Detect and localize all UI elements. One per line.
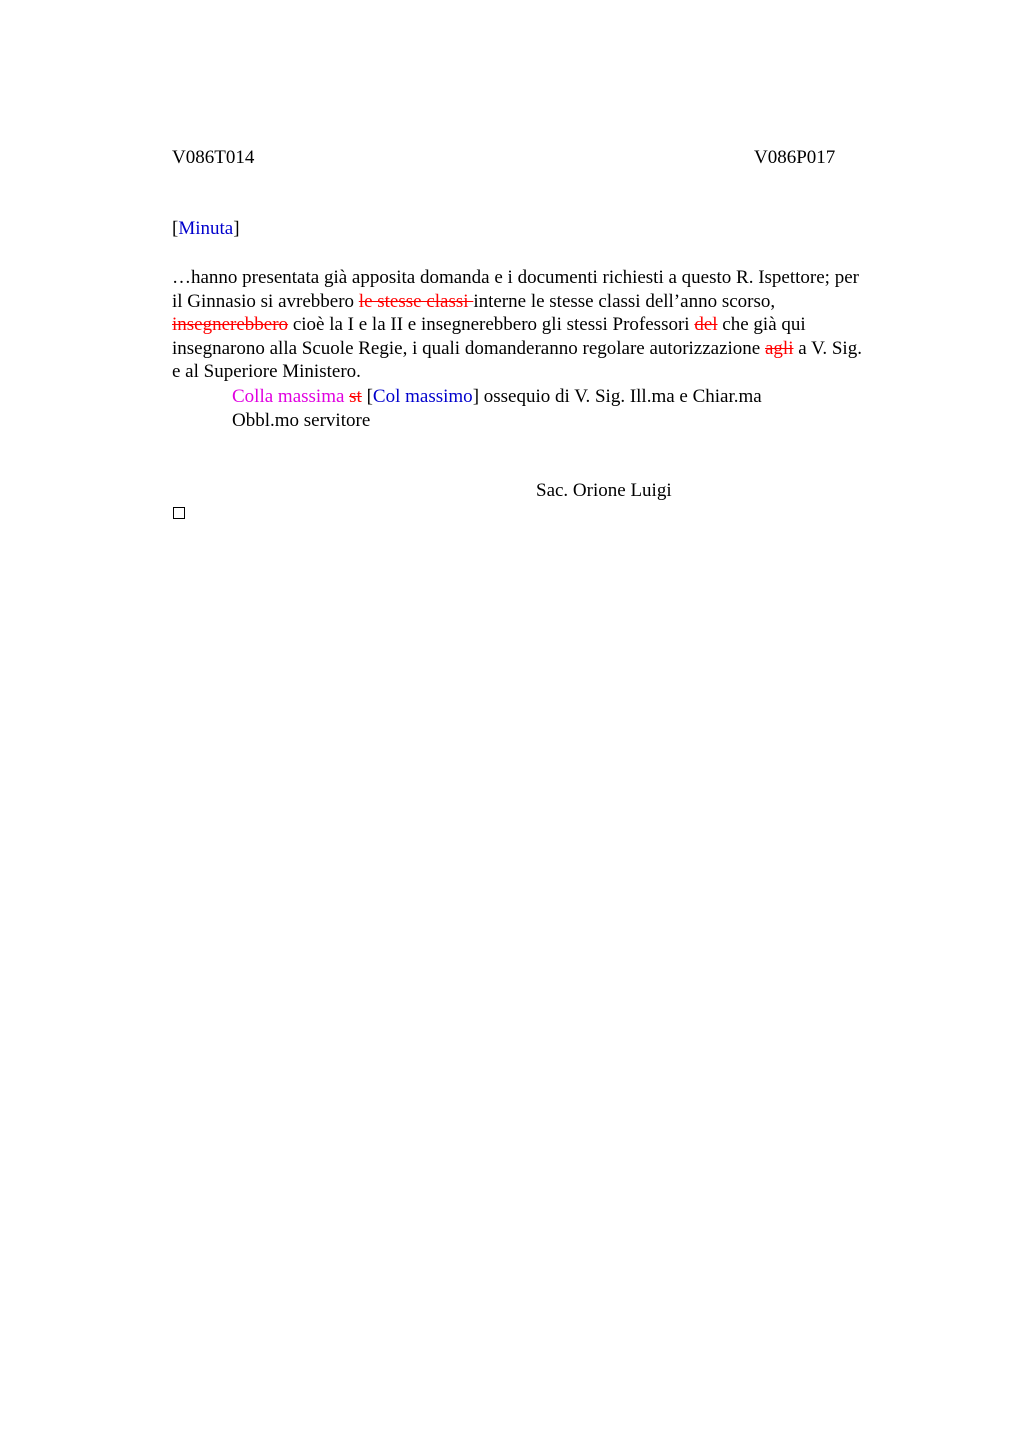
deleted-text: agli xyxy=(765,337,794,359)
body-line-3 xyxy=(172,313,932,337)
square-outline-icon xyxy=(173,507,185,519)
minuta-text: Minuta xyxy=(178,218,234,239)
bracket-open: [ xyxy=(361,386,373,407)
minuta-label xyxy=(172,218,240,240)
body-line-2 xyxy=(172,290,932,314)
document-code-right: V086P017 xyxy=(754,147,836,168)
deleted-text: insegnerebbero xyxy=(172,314,289,336)
signature: Sac. Orione Luigi xyxy=(536,480,672,501)
variant-text: Colla massima xyxy=(232,386,345,407)
body-line-4-end: a V. Sig. xyxy=(793,337,862,359)
bracket-open: [ xyxy=(172,218,179,239)
document-code-left: V086T014 xyxy=(172,147,255,168)
body-line-4 xyxy=(172,337,932,361)
deleted-text: del xyxy=(694,314,718,336)
body-line-5: e al Superiore Ministero. xyxy=(172,361,361,383)
body-line-4-start: insegnarono alla Scuole Regie, i quali domanderanno regolare autorizzazione xyxy=(172,337,765,359)
body-line-3-end: che già qui xyxy=(717,314,806,336)
closing-formula xyxy=(232,385,762,432)
body-line-2-end: interne le stesse classi dell’anno scorso, xyxy=(473,290,776,312)
body-line-3-middle: cioè la I e la II e insegnerebbero gli stessi Professori xyxy=(288,314,695,336)
body-line-2-start: il Ginnasio si avrebbero xyxy=(172,290,359,312)
bracket-close: ] xyxy=(233,218,240,239)
closing-line-1-end: ] ossequio di V. Sig. Ill.ma e Chiar.ma xyxy=(472,386,762,407)
body-line-1: …hanno presentata già apposita domanda e i documenti richiesti a questo R. Ispettore; per xyxy=(172,267,859,288)
deleted-text: st xyxy=(349,386,362,407)
editorial-text: Col massimo xyxy=(372,386,473,407)
closing-line-1 xyxy=(232,385,762,409)
closing-line-2: Obbl.mo servitore xyxy=(232,409,371,431)
deleted-text: le stesse classi xyxy=(358,290,474,312)
document-page xyxy=(172,0,932,1450)
letter-body xyxy=(172,266,932,384)
